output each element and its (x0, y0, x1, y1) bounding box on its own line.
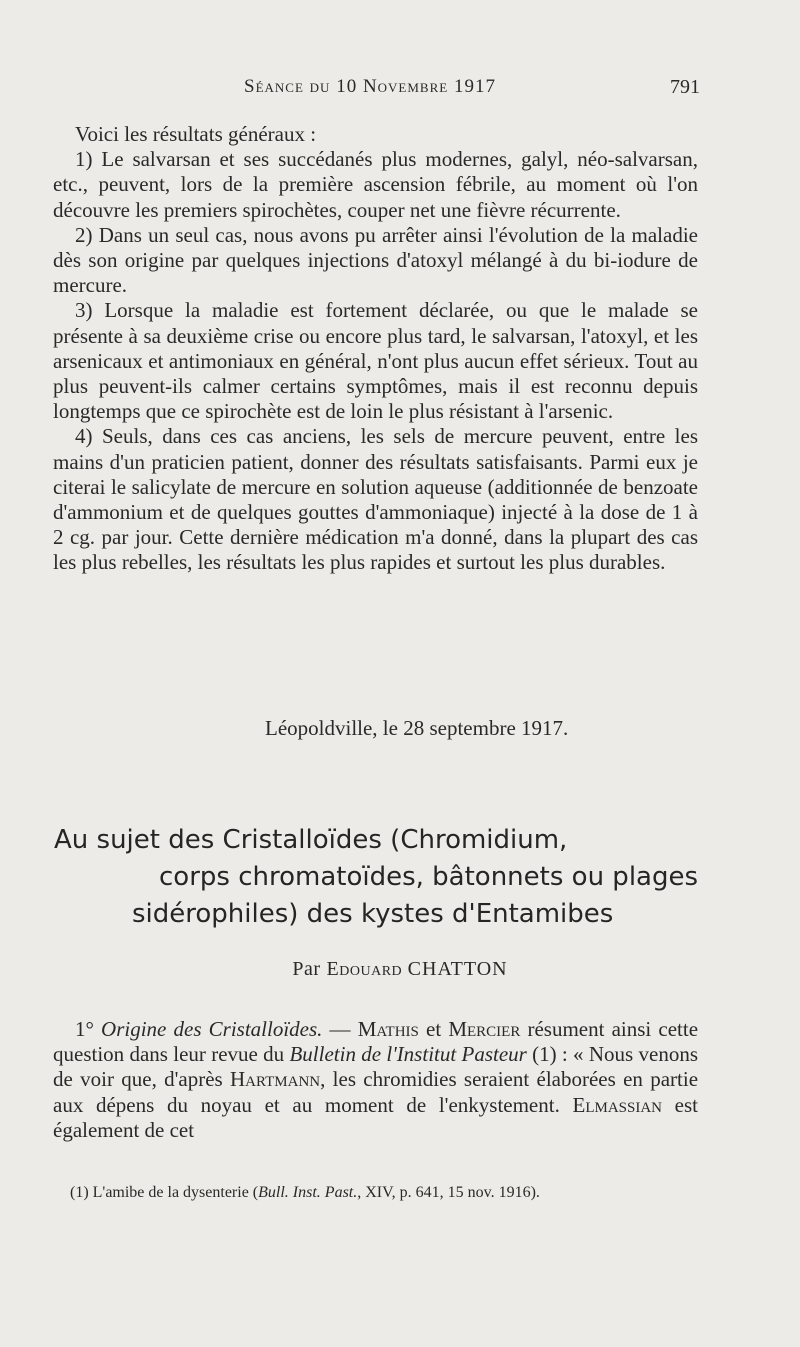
paragraph-result-1: 1) Le salvarsan et ses succédanés plus modernes, galyl, néo-salvarsan, etc., peuvent, lors de la première ascension fébrile, au moment où l'on découvre les premiers spirochètes, couper net une fièvre récurrente. (53, 147, 698, 222)
paragraph-result-3: 3) Lorsque la maladie est fortement déclarée, ou que le malade se présente à sa deuxième crise ou encore plus tard, le salvarsan, l'atoxyl, et les arsenicaux et antimoniaux en général, n'ont plus aucun effet sérieux. Tout au plus peuvent-ils calmer certains symptômes, mais il est reconnu depuis longtemps que ce spirochète est de loin le plus résistant à l'arsenic. (53, 298, 698, 424)
author-name-elmassian: Elmassian (572, 1092, 663, 1117)
author-name-mercier: Mercier (448, 1017, 521, 1041)
paragraph-intro: Voici les résultats généraux : (75, 122, 317, 146)
title-line-3: sidérophiles) des kystes d'Entamibes (132, 899, 614, 929)
title-line-2: corps chromatoïdes, bâtonnets ou plages (159, 862, 699, 892)
author-name-hartmann: Hartmann (230, 1067, 321, 1092)
author-first-name: Edouard (326, 958, 403, 980)
article-author (0, 958, 800, 981)
body-text-2: (1) : « Nous venons de voir que, d'après (53, 1042, 698, 1092)
section-heading: Origine des Cristalloïdes. (101, 1017, 323, 1041)
footnote-text-2: , XIV, p. 641, 15 nov. 1916). (357, 1184, 540, 1201)
author-prefix: Par (292, 958, 321, 980)
running-header (0, 76, 800, 100)
footnote (70, 1184, 540, 1202)
journal-name: Bulletin de l'Institut Pasteur (289, 1042, 527, 1067)
footnote-marker: (1) (70, 1184, 89, 1201)
section-origin (53, 1017, 698, 1143)
body-text-1: résument ainsi cette question dans leur revue du (53, 1017, 699, 1067)
title-line-1: Au sujet des Cristalloïdes (Chromidium, (54, 825, 568, 855)
footnote-text-1: L'amibe de la dysenterie ( (88, 1184, 259, 1201)
author-last-name: CHATTON (407, 958, 508, 980)
section-number: 1° (75, 1017, 94, 1041)
paragraph-result-2: 2) Dans un seul cas, nous avons pu arrêter ainsi l'évolution de la maladie dès son origine par quelques injections d'atoxyl mélangé à du bi-iodure de mercure. (53, 222, 698, 298)
author-name-mathis: Mathis (357, 1017, 419, 1041)
conjunction: et (418, 1017, 449, 1041)
heading-dash: — (322, 1017, 358, 1041)
body-text-3: , les chromidies seraient élaborées en partie aux dépens du noyau et au moment de l'enkystement. (53, 1067, 699, 1117)
footnote-reference: Bull. Inst. Past. (258, 1184, 358, 1201)
place-date-signoff: Léopoldville, le 28 septembre 1917. (265, 716, 569, 740)
paragraph-result-4: 4) Seuls, dans ces cas anciens, les sels de mercure peuvent, entre les mains d'un praticien patient, donner des résultats satisfaisants. Parmi eux je citerai le salicylate de mercure en solution aqueuse (additionnée de benzoate d'ammonium et de quelques gouttes d'ammoniaque) injecté à la dose de 1 à 2 cg. par jour. Cette dernière médication m'a donné, dans la plupart des cas les plus rebelles, les résultats les plus rapides et surtout les plus durables. (53, 424, 698, 575)
paragraph-origin (53, 1017, 698, 1143)
report-conclusions (53, 122, 698, 576)
running-title: Séance du 10 Novembre 1917 (244, 76, 496, 97)
page-number: 791 (670, 76, 700, 98)
body-text-4: est également de cet (53, 1092, 698, 1142)
article-title (50, 822, 750, 933)
